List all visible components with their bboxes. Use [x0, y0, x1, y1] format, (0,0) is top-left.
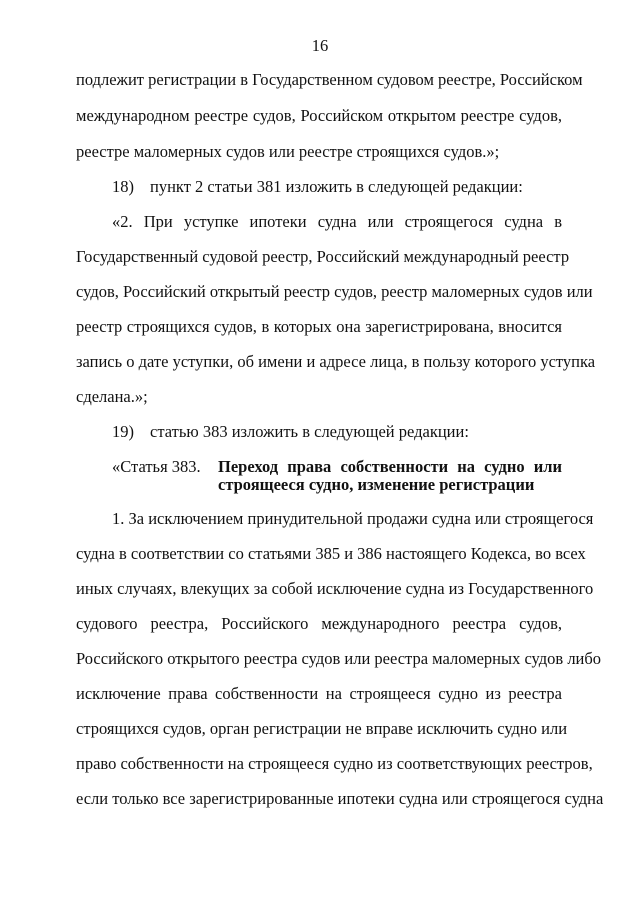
- list-item-18: [112, 177, 562, 197]
- text-line: право собственности на строящееся судно из соответствующих реестров,: [76, 754, 593, 773]
- text-line: сделана.»;: [76, 387, 148, 406]
- list-item-text: пункт 2 статьи 381 изложить в следующей редакции:: [150, 177, 523, 196]
- article-title-line: Переход права собственности на судно или: [218, 457, 562, 476]
- text-line: исключение права собственности на строящееся судно из реестра: [76, 684, 562, 703]
- text-line: Государственный судовой реестр, Российский международный реестр: [76, 247, 570, 266]
- list-item-19: [112, 422, 562, 442]
- text-line: Российского открытого реестра судов или реестра маломерных судов либо: [76, 649, 602, 668]
- page-number: 16: [311, 36, 329, 55]
- text-line: судового реестра, Российского международного реестра судов,: [76, 614, 562, 633]
- text-line: если только все зарегистрированные ипотеки судна или строящегося судна: [76, 789, 604, 808]
- text-line: международном реестре судов, Российском открытом реестре судов,: [76, 106, 562, 125]
- text-line: судна в соответствии со статьями 385 и 386 настоящего Кодекса, во всех: [76, 544, 586, 563]
- text-line: судов, Российский открытый реестр судов, реестр маломерных судов или: [76, 282, 593, 301]
- text-line: запись о дате уступки, об имени и адресе лица, в пользу которого уступка: [76, 352, 596, 371]
- text-line: подлежит регистрации в Государственном судовом реестре, Российском: [76, 70, 583, 89]
- text-line: «2. При уступке ипотеки судна или строящегося судна в: [112, 212, 562, 231]
- text-line: реестр строящихся судов, в которых она зарегистрирована, вносится: [76, 317, 562, 336]
- text-line: иных случаях, влекущих за собой исключение судна из Государственного: [76, 579, 594, 598]
- list-item-text: статью 383 изложить в следующей редакции:: [150, 422, 469, 441]
- article-title-line: строящееся судно, изменение регистрации: [218, 475, 535, 494]
- article-number: «Статья 383.: [112, 457, 201, 476]
- text-line: реестре маломерных судов или реестре строящихся судов.»;: [76, 142, 500, 161]
- list-item-number: 18): [112, 177, 134, 196]
- text-line: 1. За исключением принудительной продажи судна или строящегося: [112, 509, 594, 528]
- text-line: строящихся судов, орган регистрации не вправе исключить судно или: [76, 719, 568, 738]
- list-item-number: 19): [112, 422, 134, 441]
